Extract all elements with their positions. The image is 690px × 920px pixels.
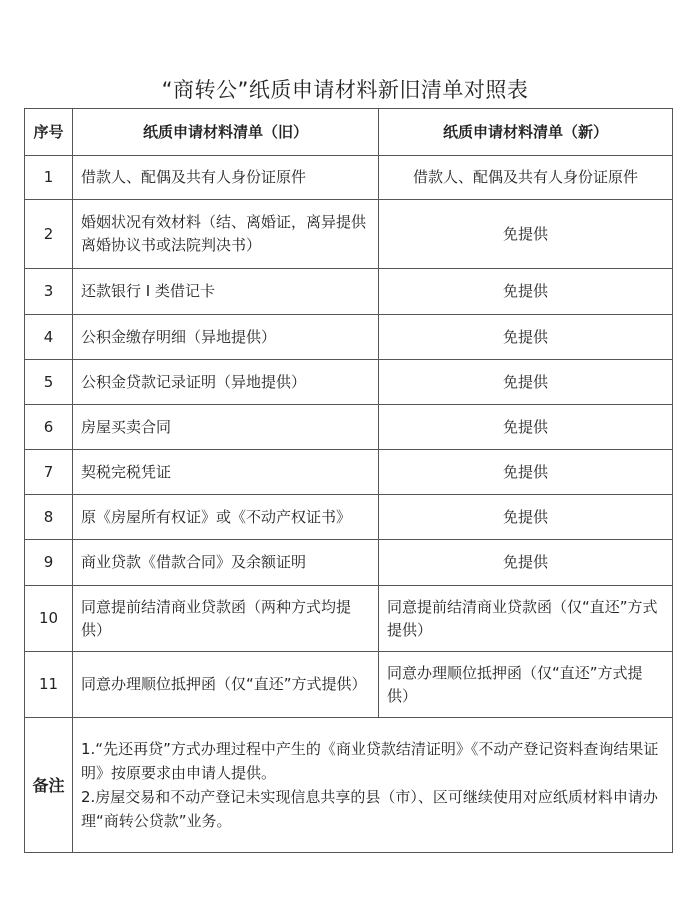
- table-header-row: [25, 109, 673, 156]
- old-material: 还款银行 I 类借记卡: [73, 269, 379, 315]
- row-number: 6: [25, 405, 73, 450]
- header-seq: 序号: [25, 109, 73, 156]
- old-material: 同意办理顺位抵押函（仅“直还”方式提供）: [73, 652, 379, 718]
- row-number: 3: [25, 269, 73, 315]
- comparison-table: [24, 108, 673, 853]
- table-row: [25, 315, 673, 360]
- new-material: 免提供: [379, 200, 673, 269]
- old-material: 同意提前结清商业贷款函（两种方式均提供）: [73, 586, 379, 652]
- new-material: 借款人、配偶及共有人身份证原件: [379, 156, 673, 200]
- table-row: [25, 495, 673, 540]
- notes-row: [25, 718, 673, 853]
- new-material: 免提供: [379, 269, 673, 315]
- old-material: 契税完税凭证: [73, 450, 379, 495]
- old-material: 公积金贷款记录证明（异地提供）: [73, 360, 379, 405]
- new-material: 同意办理顺位抵押函（仅“直还”方式提供）: [379, 652, 673, 718]
- new-material: 免提供: [379, 315, 673, 360]
- new-material: 免提供: [379, 540, 673, 586]
- row-number: 7: [25, 450, 73, 495]
- old-material: 借款人、配偶及共有人身份证原件: [73, 156, 379, 200]
- table-row: [25, 269, 673, 315]
- table-row: [25, 540, 673, 586]
- table-row: [25, 156, 673, 200]
- new-material: 免提供: [379, 405, 673, 450]
- new-material: 免提供: [379, 450, 673, 495]
- document-title: “商转公”纸质申请材料新旧清单对照表: [161, 78, 529, 102]
- old-material: 原《房屋所有权证》或《不动产权证书》: [73, 495, 379, 540]
- row-number: 9: [25, 540, 73, 586]
- old-material: 婚姻状况有效材料（结、离婚证，离异提供离婚协议书或法院判决书）: [73, 200, 379, 269]
- header-old-list: 纸质申请材料清单（旧）: [73, 109, 379, 156]
- table-row: [25, 405, 673, 450]
- notes-content: [73, 718, 673, 853]
- header-new-list: 纸质申请材料清单（新）: [379, 109, 673, 156]
- new-material: 免提供: [379, 360, 673, 405]
- row-number: 1: [25, 156, 73, 200]
- old-material: 商业贷款《借款合同》及余额证明: [73, 540, 379, 586]
- table-row: [25, 450, 673, 495]
- table-row: [25, 360, 673, 405]
- row-number: 2: [25, 200, 73, 269]
- row-number: 11: [25, 652, 73, 718]
- note-line-1: 1.“先还再贷”方式办理过程中产生的《商业贷款结清证明》《不动产登记资料查询结果证明》按原要求由申请人提供。: [81, 740, 659, 782]
- old-material: 房屋买卖合同: [73, 405, 379, 450]
- row-number: 5: [25, 360, 73, 405]
- table-row: [25, 652, 673, 718]
- note-line-2: 2.房屋交易和不动产登记未实现信息共享的县（市）、区可继续使用对应纸质材料申请办理“商转公贷款”业务。: [81, 788, 658, 830]
- new-material: 同意提前结清商业贷款函（仅“直还”方式提供）: [379, 586, 673, 652]
- table-row: [25, 586, 673, 652]
- row-number: 10: [25, 586, 73, 652]
- new-material: 免提供: [379, 495, 673, 540]
- table-row: [25, 200, 673, 269]
- notes-label: 备注: [25, 718, 73, 853]
- row-number: 4: [25, 315, 73, 360]
- row-number: 8: [25, 495, 73, 540]
- old-material: 公积金缴存明细（异地提供）: [73, 315, 379, 360]
